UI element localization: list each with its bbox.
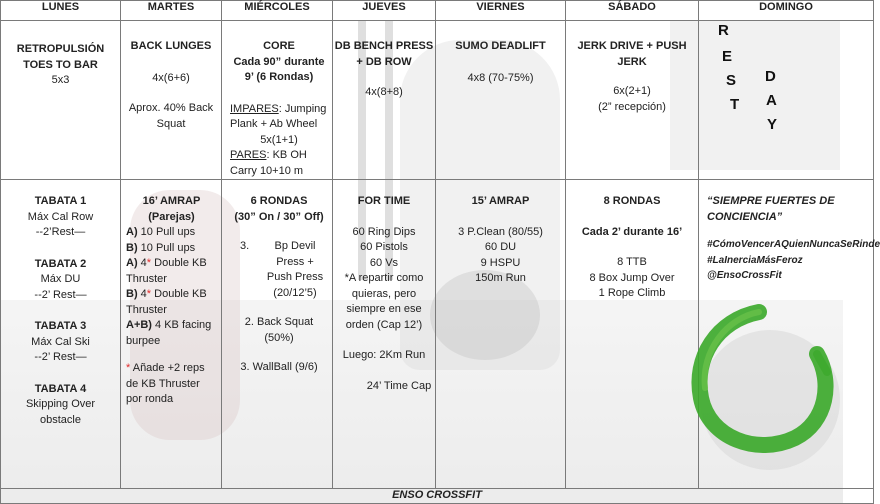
miercoles-impares-scheme: 5x(1+1)	[260, 133, 298, 146]
day-header-sabado: SÁBADO	[566, 1, 699, 21]
miercoles-impares-text: Plank + Ab Wheel	[230, 118, 318, 130]
enso-circle-icon	[687, 298, 835, 458]
sabado-scheme: 6x(2+1)	[613, 85, 651, 97]
item-text: 10 Pull ups	[137, 241, 196, 254]
martes-wod-title: 16’ AMRAP	[142, 195, 201, 207]
rest-letter: E	[722, 48, 733, 65]
item-text: Double KB	[151, 257, 207, 269]
sabado-wod-line: 8 Box Jump Over	[589, 271, 675, 284]
cell-jueves-wod	[333, 180, 436, 489]
jueves-wod-cap: 24’ Time Cap	[366, 379, 432, 392]
tabata-title: TABATA 2	[34, 257, 87, 270]
martes-wod-item-cont: burpee	[126, 334, 161, 347]
item-text: Push Press	[266, 271, 324, 283]
viernes-scheme: 4x8 (70-75%)	[467, 71, 534, 84]
miercoles-wod-item-2: 2. Back Squat	[244, 316, 314, 328]
jueves-title: + DB ROW	[356, 55, 412, 68]
pares-label: PARES	[230, 149, 267, 161]
cell-lunes-strength	[1, 21, 121, 180]
tabata-title: TABATA 4	[34, 382, 87, 395]
day-header-viernes: VIERNES	[436, 1, 566, 21]
tabata-line: obstacle	[40, 413, 81, 426]
martes-note: Squat	[156, 117, 186, 130]
day-header-lunes: LUNES	[1, 1, 121, 21]
tabata-title: TABATA 1	[34, 195, 87, 207]
jueves-wod-line: 60 Ring Dips	[352, 225, 416, 238]
miercoles-wod-title: 6 RONDAS	[250, 195, 308, 207]
item-text: 4 KB facing	[151, 319, 212, 331]
viernes-wod-line: 9 HSPU	[480, 256, 521, 269]
impares-label: IMPARES	[230, 102, 279, 115]
item-text: (20/12’5)	[273, 286, 317, 299]
miercoles-wod-subtitle: (30” On / 30” Off)	[234, 210, 324, 223]
footer-row	[1, 489, 874, 504]
miercoles-subtitle: Cada 90” durante	[233, 55, 325, 68]
lunes-scheme: 5x3	[51, 74, 70, 86]
domingo-hashtag: #CómoVencerAQuienNuncaSeRinde	[707, 239, 880, 250]
martes-scheme: 4x(6+6)	[152, 71, 190, 84]
jueves-wod-note: siempre en ese	[346, 303, 422, 315]
tabata-rest: --2’Rest—	[35, 226, 86, 238]
jueves-wod-note: *A repartir como	[344, 272, 424, 284]
viernes-title: SUMO DEADLIFT	[455, 40, 546, 52]
tabata-line: Máx DU	[40, 273, 81, 285]
martes-wod-item	[126, 318, 217, 334]
martes-wod-subtitle: (Parejas)	[148, 210, 195, 223]
partner-label: B)	[126, 241, 138, 254]
sabado-wod-subtitle: Cada 2’ durante 16’	[581, 225, 683, 238]
item-text: 4	[137, 257, 147, 269]
sabado-title: JERK	[617, 55, 647, 68]
viernes-wod-line: 3 P.Clean (80/55)	[458, 225, 543, 238]
rest-letter: T	[730, 96, 740, 113]
sabado-title: JERK DRIVE + PUSH	[577, 40, 687, 52]
miercoles-title: CORE	[263, 40, 295, 52]
sabado-note: (2” recepción)	[598, 100, 666, 113]
martes-wod-item-cont: Thruster	[126, 303, 167, 316]
day-header-miercoles: MIÉRCOLES	[222, 1, 333, 21]
miercoles-wod-item-2: (50%)	[264, 331, 294, 344]
tabata-line: Máx Cal Ski	[31, 335, 90, 348]
martes-wod-item	[126, 256, 217, 272]
partner-label: A+B)	[126, 319, 152, 331]
domingo-hashtag: #LaInerciaMásFeroz	[707, 254, 803, 266]
domingo-quote: CONCIENCIA”	[707, 210, 783, 223]
domingo-quote: “SIEMPRE FUERTES DE	[707, 195, 835, 207]
lunes-title: RETROPULSIÓN	[16, 43, 105, 55]
footer-brand: ENSO CROSSFIT	[1, 489, 874, 504]
jueves-wod-run: Luego: 2Km Run	[342, 349, 426, 361]
partner-label: B)	[126, 288, 138, 300]
cell-viernes-wod	[436, 180, 566, 489]
pares-text: : KB OH	[266, 149, 307, 161]
cell-domingo-rest	[699, 21, 874, 180]
lunes-title: TOES TO BAR	[23, 58, 98, 71]
note-text: Añade +2 reps	[130, 362, 205, 374]
viernes-wod-line: 60 DU	[484, 241, 517, 253]
viernes-wod-line: 150m Run	[475, 272, 526, 284]
miercoles-subtitle: 9’ (6 Rondas)	[244, 71, 314, 83]
strength-row	[1, 21, 874, 180]
martes-note: Aprox. 40% Back	[128, 102, 214, 114]
cell-lunes-wod	[1, 180, 121, 489]
miercoles-pares-text: Carry 10+10 m	[230, 164, 304, 177]
day-letter: A	[766, 92, 777, 109]
viernes-wod-title: 15’ AMRAP	[471, 195, 530, 207]
cell-sabado-wod	[566, 180, 699, 489]
day-letter: Y	[767, 116, 778, 133]
cell-jueves-strength	[333, 21, 436, 180]
item-text: Bp Devil	[274, 240, 316, 252]
jueves-wod-line: 60 Pistols	[360, 241, 408, 253]
item-text: Press +	[276, 255, 314, 268]
tabata-rest: --2’ Rest—	[34, 288, 87, 301]
cell-miercoles-wod	[222, 180, 333, 489]
martes-wod-item	[126, 241, 217, 257]
jueves-wod-note: orden (Cap 12’)	[345, 318, 423, 331]
item-text: Double KB	[151, 288, 207, 300]
tabata-title: TABATA 3	[34, 320, 87, 332]
miercoles-pares	[230, 148, 328, 164]
item-text: 4	[137, 288, 147, 300]
item-number: 3.	[240, 240, 250, 252]
sabado-wod-line: 1 Rope Climb	[598, 287, 666, 299]
rest-letter: S	[726, 72, 737, 89]
day-letter: D	[765, 68, 776, 85]
miercoles-impares	[230, 102, 328, 118]
item-text: 10 Pull ups	[137, 226, 196, 238]
jueves-wod-note: quieras, pero	[351, 287, 417, 300]
jueves-title: DB BENCH PRESS	[334, 40, 434, 52]
partner-label: A)	[126, 257, 138, 269]
partner-label: A)	[126, 226, 138, 238]
sabado-wod-line: 8 TTB	[617, 256, 647, 268]
cell-miercoles-strength	[222, 21, 333, 180]
header-row	[1, 1, 874, 21]
jueves-scheme: 4x(8+8)	[365, 86, 403, 98]
martes-wod-note: de KB Thruster	[126, 377, 200, 390]
martes-wod-item-cont: Thruster	[126, 272, 167, 285]
martes-wod-note	[126, 361, 217, 377]
day-header-martes: MARTES	[121, 1, 222, 21]
day-header-jueves: JUEVES	[333, 1, 436, 21]
cell-martes-strength	[121, 21, 222, 180]
asterisk-mark: *	[126, 362, 131, 374]
tabata-rest: --2’ Rest—	[34, 351, 87, 363]
jueves-wod-title: FOR TIME	[357, 195, 411, 207]
cell-viernes-strength	[436, 21, 566, 180]
cell-sabado-strength	[566, 21, 699, 180]
rest-letter: R	[718, 22, 729, 39]
miercoles-wod-item-1	[230, 239, 328, 301]
martes-wod-note: por ronda	[126, 393, 174, 405]
jueves-wod-line: 60 Vs	[369, 256, 399, 269]
tabata-line: Skipping Over	[25, 398, 96, 410]
day-header-domingo: DOMINGO	[699, 1, 874, 21]
asterisk-mark: *	[146, 257, 152, 269]
domingo-handle: @EnsoCrossFit	[707, 270, 782, 281]
tabata-line: Máx Cal Row	[27, 210, 94, 223]
cell-martes-wod	[121, 180, 222, 489]
martes-wod-item	[126, 225, 217, 241]
miercoles-wod-item-3: 3. WallBall (9/6)	[240, 361, 318, 373]
asterisk-mark: *	[146, 288, 152, 300]
impares-text: : Jumping	[278, 102, 327, 115]
martes-wod-item	[126, 287, 217, 303]
sabado-wod-title: 8 RONDAS	[603, 195, 661, 207]
martes-title: BACK LUNGES	[130, 40, 212, 52]
